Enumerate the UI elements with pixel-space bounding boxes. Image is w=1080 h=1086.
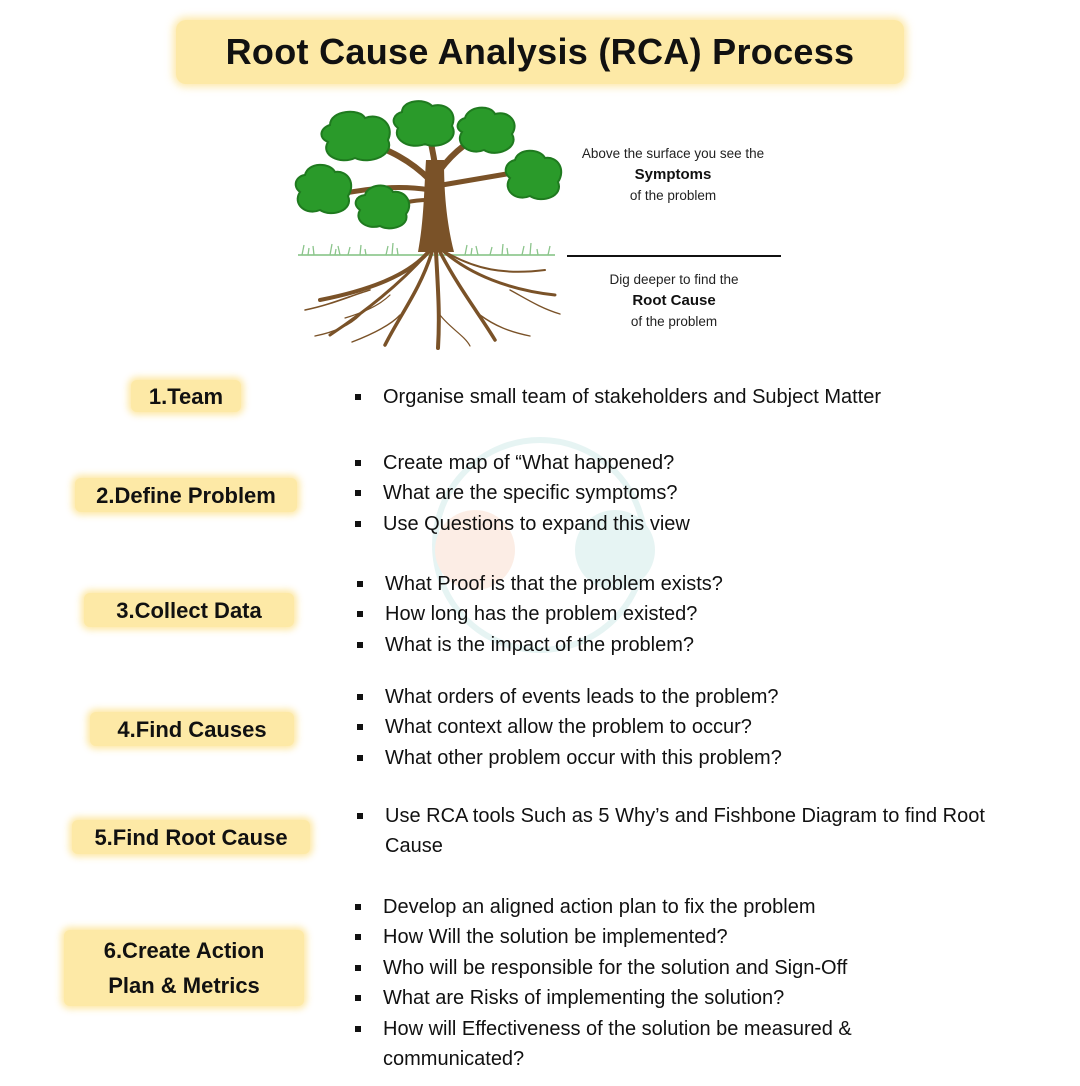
step-team-bullets (355, 382, 995, 412)
list-item: Use Questions to expand this view (355, 509, 995, 539)
list-item: How will Effectiveness of the solution be measured & communicated? (355, 1014, 955, 1075)
list-item: What context allow the problem to occur? (357, 712, 997, 742)
root-cause-suffix: of the problem (630, 314, 718, 329)
step-define-problem-bullets (355, 448, 995, 539)
step-find-causes-label: 4.Find Causes (90, 712, 294, 746)
list-item: Who will be responsible for the solution and Sign-Off (355, 953, 955, 983)
root-cause-intro: Dig deeper to find the (609, 272, 739, 287)
step-define-problem-label: 2.Define Problem (75, 478, 297, 512)
list-item: Develop an aligned action plan to fix the problem (355, 892, 955, 922)
symptoms-caption (553, 143, 793, 206)
list-item: What orders of events leads to the problem? (357, 682, 997, 712)
surface-divider (567, 255, 781, 257)
step-find-root-cause-bullets (357, 801, 1007, 862)
list-item: What are Risks of implementing the solution? (355, 983, 955, 1013)
page-title: Root Cause Analysis (RCA) Process (176, 20, 904, 84)
root-cause-caption (554, 269, 794, 332)
step-find-root-cause-label: 5.Find Root Cause (72, 820, 310, 854)
step-collect-data-bullets (357, 569, 997, 660)
step-create-action-plan-label (64, 930, 304, 1006)
step-team-label: 1.Team (131, 380, 241, 412)
list-item: How Will the solution be implemented? (355, 922, 955, 952)
list-item: What is the impact of the problem? (357, 630, 997, 660)
symptoms-suffix: of the problem (629, 188, 717, 203)
root-cause-term: Root Cause (632, 292, 716, 309)
symptoms-term: Symptoms (634, 166, 712, 183)
step-create-action-plan-bullets (355, 892, 955, 1074)
step-collect-data-label: 3.Collect Data (84, 593, 294, 627)
list-item: What other problem occur with this problem? (357, 743, 997, 773)
step-find-causes-bullets (357, 682, 997, 773)
roots (305, 250, 560, 348)
list-item: What Proof is that the problem exists? (357, 569, 997, 599)
tree-illustration (290, 100, 570, 350)
list-item: Organise small team of stakeholders and Subject Matter (355, 382, 995, 412)
step-create-action-plan-line2: Plan & Metrics (108, 973, 260, 998)
step-create-action-plan-line1: 6.Create Action (103, 938, 265, 963)
list-item: Use RCA tools Such as 5 Why’s and Fishbone Diagram to find Root Cause (357, 801, 1007, 862)
symptoms-intro: Above the surface you see the (581, 146, 765, 161)
list-item: What are the specific symptoms? (355, 478, 995, 508)
list-item: Create map of “What happened? (355, 448, 995, 478)
list-item: How long has the problem existed? (357, 599, 997, 629)
